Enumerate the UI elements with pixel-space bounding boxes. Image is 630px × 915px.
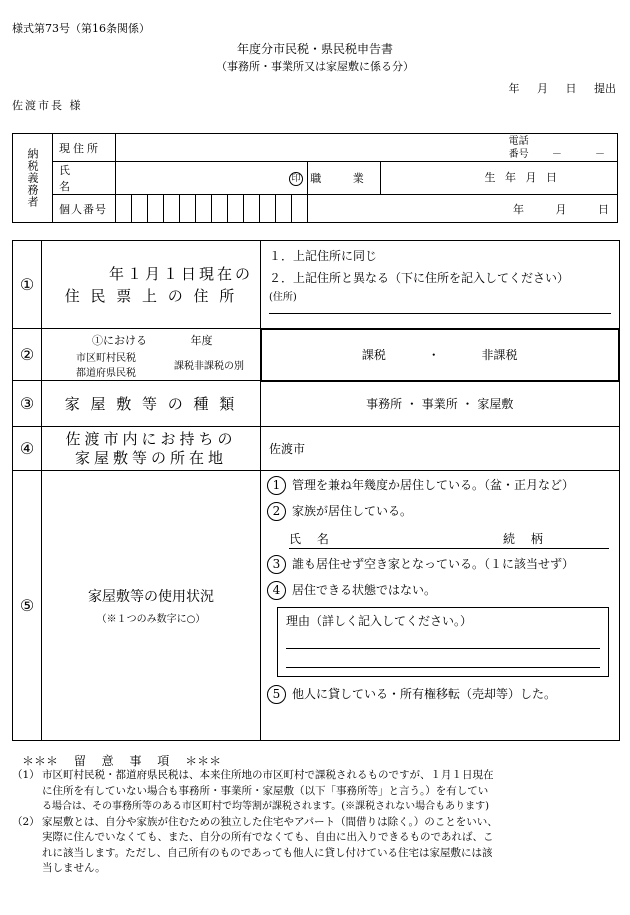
row5-answer	[261, 471, 620, 741]
phone-dashes: － －	[551, 149, 605, 160]
id-digit-3[interactable]	[148, 195, 164, 223]
row2-question	[42, 329, 261, 381]
taxpayer-side-label: 納税義務者	[13, 134, 53, 223]
note-2-number: （2）	[12, 815, 40, 828]
row4-question	[42, 427, 261, 471]
addressee: 佐渡市長 様	[12, 99, 83, 112]
row5-option-3-text: 誰も居住せず空き家となっている。（１に該当せず）	[292, 557, 575, 571]
row5-number: ⑤	[13, 471, 42, 741]
row5-option-4-number[interactable]: 4	[267, 581, 286, 600]
row2-answer[interactable]: 課税 ・ 非課税	[261, 329, 620, 381]
row5-option-1[interactable]	[267, 476, 609, 502]
seal-mark: 印	[289, 172, 303, 186]
row5-option-3[interactable]	[267, 555, 609, 581]
phone-label-2: 番号	[508, 149, 529, 160]
occupation-label: 職 業	[308, 162, 381, 195]
row5-option-2-text: 家族が居住している。	[292, 504, 413, 518]
row5-question	[42, 471, 261, 741]
row5-option-4-text: 居住できる状態ではない。	[292, 583, 437, 597]
row1-answer	[261, 241, 620, 329]
id-digit-8[interactable]	[228, 195, 244, 223]
row1-q1: 年１月１日現在の	[108, 264, 253, 283]
phone-label-1: 電話	[508, 136, 529, 147]
declaration-table	[12, 240, 620, 741]
row5-q2: （※１つのみ数字に○）	[96, 614, 206, 625]
row3-answer[interactable]: 事務所 ・ 事業所 ・ 家屋敷	[261, 381, 620, 427]
row5-reason-label: 理由（詳しく記入してください。）	[286, 614, 473, 628]
note-2-line-1: 家屋敷とは、自分や家族が住むための独立した住宅やアパート（間借りは除く。）のことをいい、	[42, 815, 498, 828]
row5-q1: 家屋敷等の使用状況	[88, 589, 214, 605]
row1-number: ①	[13, 241, 42, 329]
id-label: 個人番号	[53, 195, 116, 223]
row4-number: ④	[13, 427, 42, 471]
row5-option-3-number[interactable]: 3	[267, 555, 286, 574]
note-1-line-2: に住所を有していない場合も事務所・事業所・家屋敷（以下「事務所等」と言う。）を有してい	[42, 784, 489, 797]
phone-block[interactable]	[487, 135, 605, 161]
row5-reason-box[interactable]	[277, 607, 609, 677]
id-digit-9[interactable]	[244, 195, 260, 223]
row4-answer[interactable]: 佐渡市	[261, 427, 620, 471]
row2-q2c: 課税非課税の別	[174, 361, 244, 372]
note-1-line-1: 市区町村民税・都道府県民税は、本来住所地の市区町村で課税されるものですが、１月１日現在	[42, 769, 494, 781]
row5-relation-label: 続 柄	[503, 532, 543, 546]
note-2-line-3: れに該当します。ただし、自己所有のものであっても他人に貸し付けている住宅は家屋敷には該	[42, 846, 493, 859]
id-digit-2[interactable]	[132, 195, 148, 223]
name-field[interactable]	[116, 162, 308, 195]
form-subtitle: （事務所・事業所又は家屋敷に係る分）	[216, 60, 414, 73]
row1-address-label: (住所)	[269, 292, 297, 303]
row5-option-2[interactable]	[267, 502, 609, 528]
note-2-line-4: 当しません。	[42, 862, 106, 874]
id-digit-6[interactable]	[196, 195, 212, 223]
row3-question: 家 屋 敷 等 の 種 類	[42, 381, 261, 427]
reason-line-2[interactable]	[286, 649, 600, 668]
form-number: 様式第73号（第16条関係）	[12, 22, 150, 35]
id-digit-12[interactable]	[292, 195, 308, 223]
notes-section	[12, 768, 498, 877]
row4-q1: 佐渡市内にお持ちの	[65, 429, 237, 448]
birth-date-field[interactable]	[308, 195, 618, 223]
row2-q2a: 市区町村民税	[76, 353, 136, 364]
row5-option-5[interactable]	[267, 685, 609, 709]
id-digit-7[interactable]	[212, 195, 228, 223]
id-digit-5[interactable]	[180, 195, 196, 223]
birth-label: 生 年 月 日	[484, 171, 557, 184]
row5-option-1-number[interactable]: 1	[267, 476, 286, 495]
row1-option-2[interactable]: ２．上記住所と異なる（下に住所を記入してください）	[269, 271, 570, 285]
address-label: 現住所	[53, 134, 116, 162]
address-field[interactable]	[116, 134, 618, 162]
row5-option-4[interactable]	[267, 581, 609, 605]
form-title: 年度分市民税・県民税申告書	[236, 42, 393, 56]
row3-number: ③	[13, 381, 42, 427]
row2-q1: ①における 年度	[92, 334, 213, 347]
row1-option-1[interactable]: １．上記住所に同じ	[269, 249, 378, 263]
row5-option-2-number[interactable]: 2	[267, 502, 286, 521]
note-2-line-2: 実際に住んでいなくても、また、自分の所有でなくても、自由に出入りできるものであれば、こ	[42, 831, 494, 843]
row5-name-label: 氏 名	[289, 532, 329, 546]
row5-option-5-text: 他人に貸している・所有権移転（売却等）した。	[292, 687, 557, 701]
id-digit-1[interactable]	[116, 195, 132, 223]
row1-question	[42, 241, 261, 329]
occupation-and-birth[interactable]	[381, 162, 618, 195]
note-1-number: （1）	[12, 769, 40, 781]
note-1-line-3: る場合は、その事務所等のある市区町村で均等割が課税されます。(※課税されない場合もあります)	[42, 801, 490, 812]
submission-date[interactable]: 年 月 日 提出	[508, 82, 616, 95]
row1-address-line[interactable]	[269, 289, 611, 314]
row2-number: ②	[13, 329, 42, 381]
row4-q2: 家屋敷等の所在地	[74, 448, 227, 467]
row5-family-line[interactable]	[289, 528, 609, 549]
row1-q2: 住 民 票 上 の 住 所	[64, 286, 238, 305]
row5-option-1-text: 管理を兼ね年幾度か居住している。（盆・正月など）	[292, 478, 575, 492]
taxpayer-table	[12, 133, 618, 223]
reason-line-1[interactable]	[286, 632, 600, 649]
name-label: 氏 名	[53, 162, 116, 195]
row2-q2b: 都道府県民税	[76, 368, 136, 379]
id-digit-10[interactable]	[260, 195, 276, 223]
birth-ymd: 年 月 日	[513, 202, 609, 216]
row5-option-5-number[interactable]: 5	[267, 685, 286, 704]
id-digit-11[interactable]	[276, 195, 292, 223]
id-digit-4[interactable]	[164, 195, 180, 223]
notes-heading: ＊＊＊ 留 意 事 項 ＊＊＊	[22, 754, 222, 768]
